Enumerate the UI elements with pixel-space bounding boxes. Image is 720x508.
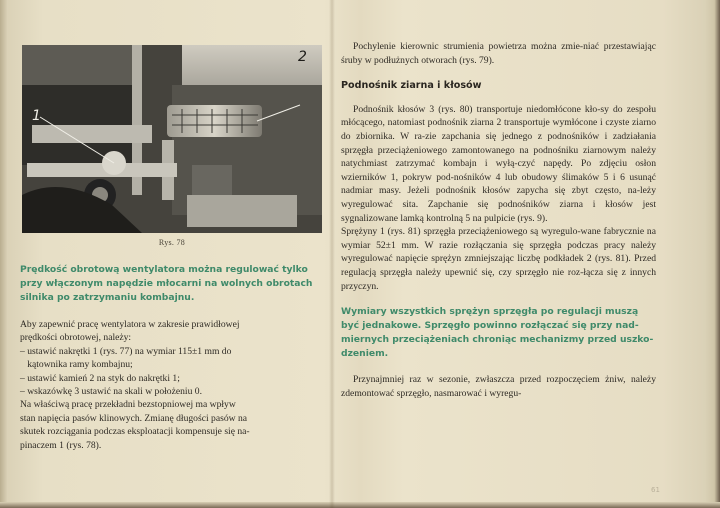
- page-edge-right: [706, 0, 720, 508]
- callout-label-1: 1: [32, 108, 41, 124]
- page-edge-left: [0, 0, 8, 508]
- left-line: Aby zapewnić pracę wentylatora w zakresie prawidłowej: [20, 319, 240, 330]
- left-line: prędkości obrotowej, należy:: [20, 332, 132, 344]
- section-heading: Podnośnik ziarna i kłosów: [341, 80, 482, 92]
- right-note: Wymiary wszystkich sprężyn sprzęgła po regulacji muszą być jednakowe. Sprzęgło powinno rozłączać się przy nad-miernych przeciążeniach chroniąc mechanizmy przed uszko-dzeniem.: [341, 306, 654, 360]
- callout-label-2: 2: [298, 49, 307, 65]
- figure-photo: [22, 45, 322, 233]
- left-line: Na właściwą pracę przekładni bezstopniowej ma wpływ: [20, 399, 236, 411]
- left-line: stan napięcia pasów klinowych. Zmianę długości pasów na: [20, 412, 247, 424]
- page-gutter: [329, 0, 335, 508]
- page-number: 61: [651, 486, 660, 494]
- right-paragraph-3: Przynajmniej raz w sezonie, zwłaszcza przed rozpoczęciem żniw, należy zdemontować sprzęgło, nasmarować i wyregu-: [341, 374, 656, 399]
- right-intro: Pochylenie kierownic strumienia powietrza można zmie-niać przestawiając śruby w podłużnych otworach (rys. 79).: [341, 41, 656, 66]
- left-line: pinaczem 1 (rys. 78).: [20, 439, 102, 451]
- right-paragraph-1: Podnośnik kłosów 3 (rys. 80) transportuje niedomłócone kło-sy do zespołu młócącego, natomiast podnośnik ziarna 2 transportuje wymłócone i czyste ziarno do zbiornika. W ra-zie zapchania się jednego z podnośników i zadziałania sprzęgła przeciążeniowego zamontowanego na podnośniku ziarnowym należy natychmiast zatrzymać kombajn i wyłą-czyć napędy. Po zdjęciu osłon wzierników 1, pokryw pod-nośników 4 lub obudowy ślimaków 5 i 6 usunąć nadmiar masy. Jeżeli podnośnik kłosów zapycha się zbyt często, na-leży wyregulować sita. Zapchanie się podnośników ziarna i kłosów jest sygnalizowane lamką kontrolną 5 na pulpicie (rys. 9).: [341, 103, 656, 224]
- left-line: – ustawić nakrętki 1 (rys. 77) na wymiar 115±1 mm do: [20, 345, 232, 357]
- figure-caption: Rys. 78: [158, 238, 186, 247]
- left-line: – wskazówkę 3 ustawić na skali w położeniu 0.: [20, 386, 202, 398]
- machine-photo: [22, 45, 322, 233]
- right-paragraph-2: Sprężyny 1 (rys. 81) sprzęgła przeciążeniowego są wyregulo-wane fabrycznie na wymiar 52±1 mm. W razie rozłączania się sprzęgła podczas pracy należy wyregulować napięcie sprężyn zmniejszając liczbę podkładek 2 (rys. 81). Przed regulacją sprzęgła należy upewnić się, czy sprzęgło nie roz-łącza się z innych przyczyn.: [341, 226, 656, 292]
- left-line: skutek rozciągania podczas eksploatacji kompensuje się na-: [20, 426, 250, 438]
- left-body: [20, 318, 325, 452]
- left-line: – ustawić kamień 2 na styk do nakrętki 1;: [20, 372, 180, 384]
- left-note: Prędkość obrotową wentylatora można regulować tylko przy włączonym napędzie młocarni na wolnych obrotach silnika po zatrzymaniu kombajnu.: [20, 264, 313, 303]
- left-line: kątownika ramy kombajnu;: [20, 359, 133, 371]
- page-edge-bottom: [0, 502, 720, 508]
- right-column: [341, 40, 656, 400]
